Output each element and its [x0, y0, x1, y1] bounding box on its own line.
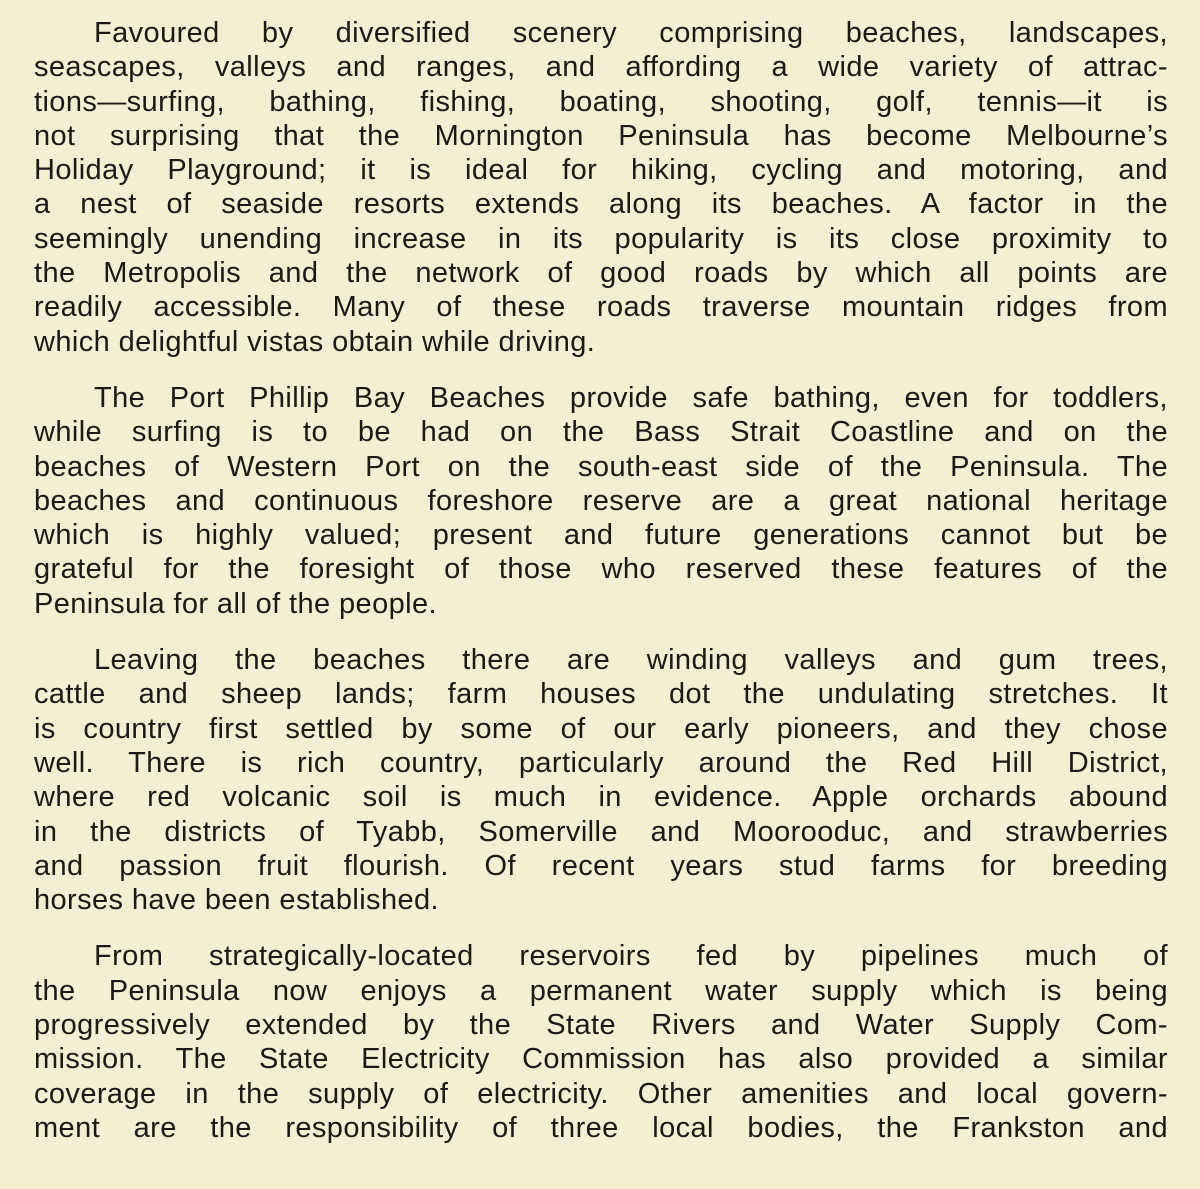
text-line: which delightful vistas obtain while driving.	[34, 325, 596, 358]
text-line: well. There is rich country, particularly around the Red Hill District,	[34, 746, 1168, 779]
text-line: which is highly valued; present and future generations cannot but be	[34, 519, 1168, 552]
text-line: Holiday Playground; it is ideal for hiking, cycling and motoring, and	[34, 154, 1168, 187]
text-line: beaches and continuous foreshore reserve are a great national heritage	[34, 484, 1168, 517]
text-line: mission. The State Electricity Commission has also provided a similar	[34, 1043, 1168, 1076]
text-line: tions—surfing, bathing, fishing, boating, shooting, golf, tennis—it is	[34, 85, 1168, 118]
text-line: grateful for the foresight of those who reserved these features of the	[34, 553, 1168, 586]
text-line: and passion fruit flourish. Of recent years stud farms for breeding	[34, 849, 1168, 882]
text-line: ment are the responsibility of three local bodies, the Frankston and	[34, 1111, 1168, 1144]
text-line: readily accessible. Many of these roads traverse mountain ridges from	[34, 291, 1168, 324]
paragraph-1	[34, 16, 1168, 359]
text-line: From strategically-located reservoirs fed by pipelines much of	[94, 940, 1168, 973]
text-line: the Peninsula now enjoys a permanent water supply which is being	[34, 974, 1168, 1007]
text-line: Favoured by diversified scenery comprising beaches, landscapes,	[94, 17, 1168, 49]
text-line: seascapes, valleys and ranges, and affording a wide variety of attrac-	[34, 51, 1168, 84]
paragraph-3	[34, 643, 1168, 917]
text-line: beaches of Western Port on the south-east side of the Peninsula. The	[34, 450, 1168, 483]
text-line: cattle and sheep lands; farm houses dot the undulating stretches. It	[34, 678, 1168, 711]
paragraph-4	[34, 939, 1168, 1145]
paragraph-2	[34, 381, 1168, 621]
text-line: not surprising that the Mornington Peninsula has become Melbourne’s	[34, 119, 1168, 152]
text-line: the Metropolis and the network of good roads by which all points are	[34, 257, 1168, 290]
text-line: coverage in the supply of electricity. Other amenities and local govern-	[34, 1077, 1168, 1110]
text-line: in the districts of Tyabb, Somerville and Moorooduc, and strawberries	[34, 815, 1168, 848]
text-line: progressively extended by the State Rivers and Water Supply Com-	[34, 1009, 1168, 1042]
text-line: horses have been established.	[34, 884, 439, 917]
document-page	[34, 16, 1168, 1186]
text-line: Peninsula for all of the people.	[34, 587, 437, 620]
paragraph-gap	[34, 621, 1168, 643]
text-line: where red volcanic soil is much in evidence. Apple orchards abound	[34, 781, 1168, 814]
text-line: is country first settled by some of our early pioneers, and they chose	[34, 712, 1168, 745]
text-line: a nest of seaside resorts extends along its beaches. A factor in the	[34, 188, 1168, 221]
text-line: Leaving the beaches there are winding valleys and gum trees,	[94, 644, 1168, 677]
text-line: The Port Phillip Bay Beaches provide safe bathing, even for toddlers,	[94, 381, 1168, 414]
paragraph-gap	[34, 359, 1168, 381]
paragraph-gap	[34, 917, 1168, 939]
text-line: seemingly unending increase in its popularity is its close proximity to	[34, 222, 1168, 255]
text-line: while surfing is to be had on the Bass Strait Coastline and on the	[34, 416, 1168, 449]
